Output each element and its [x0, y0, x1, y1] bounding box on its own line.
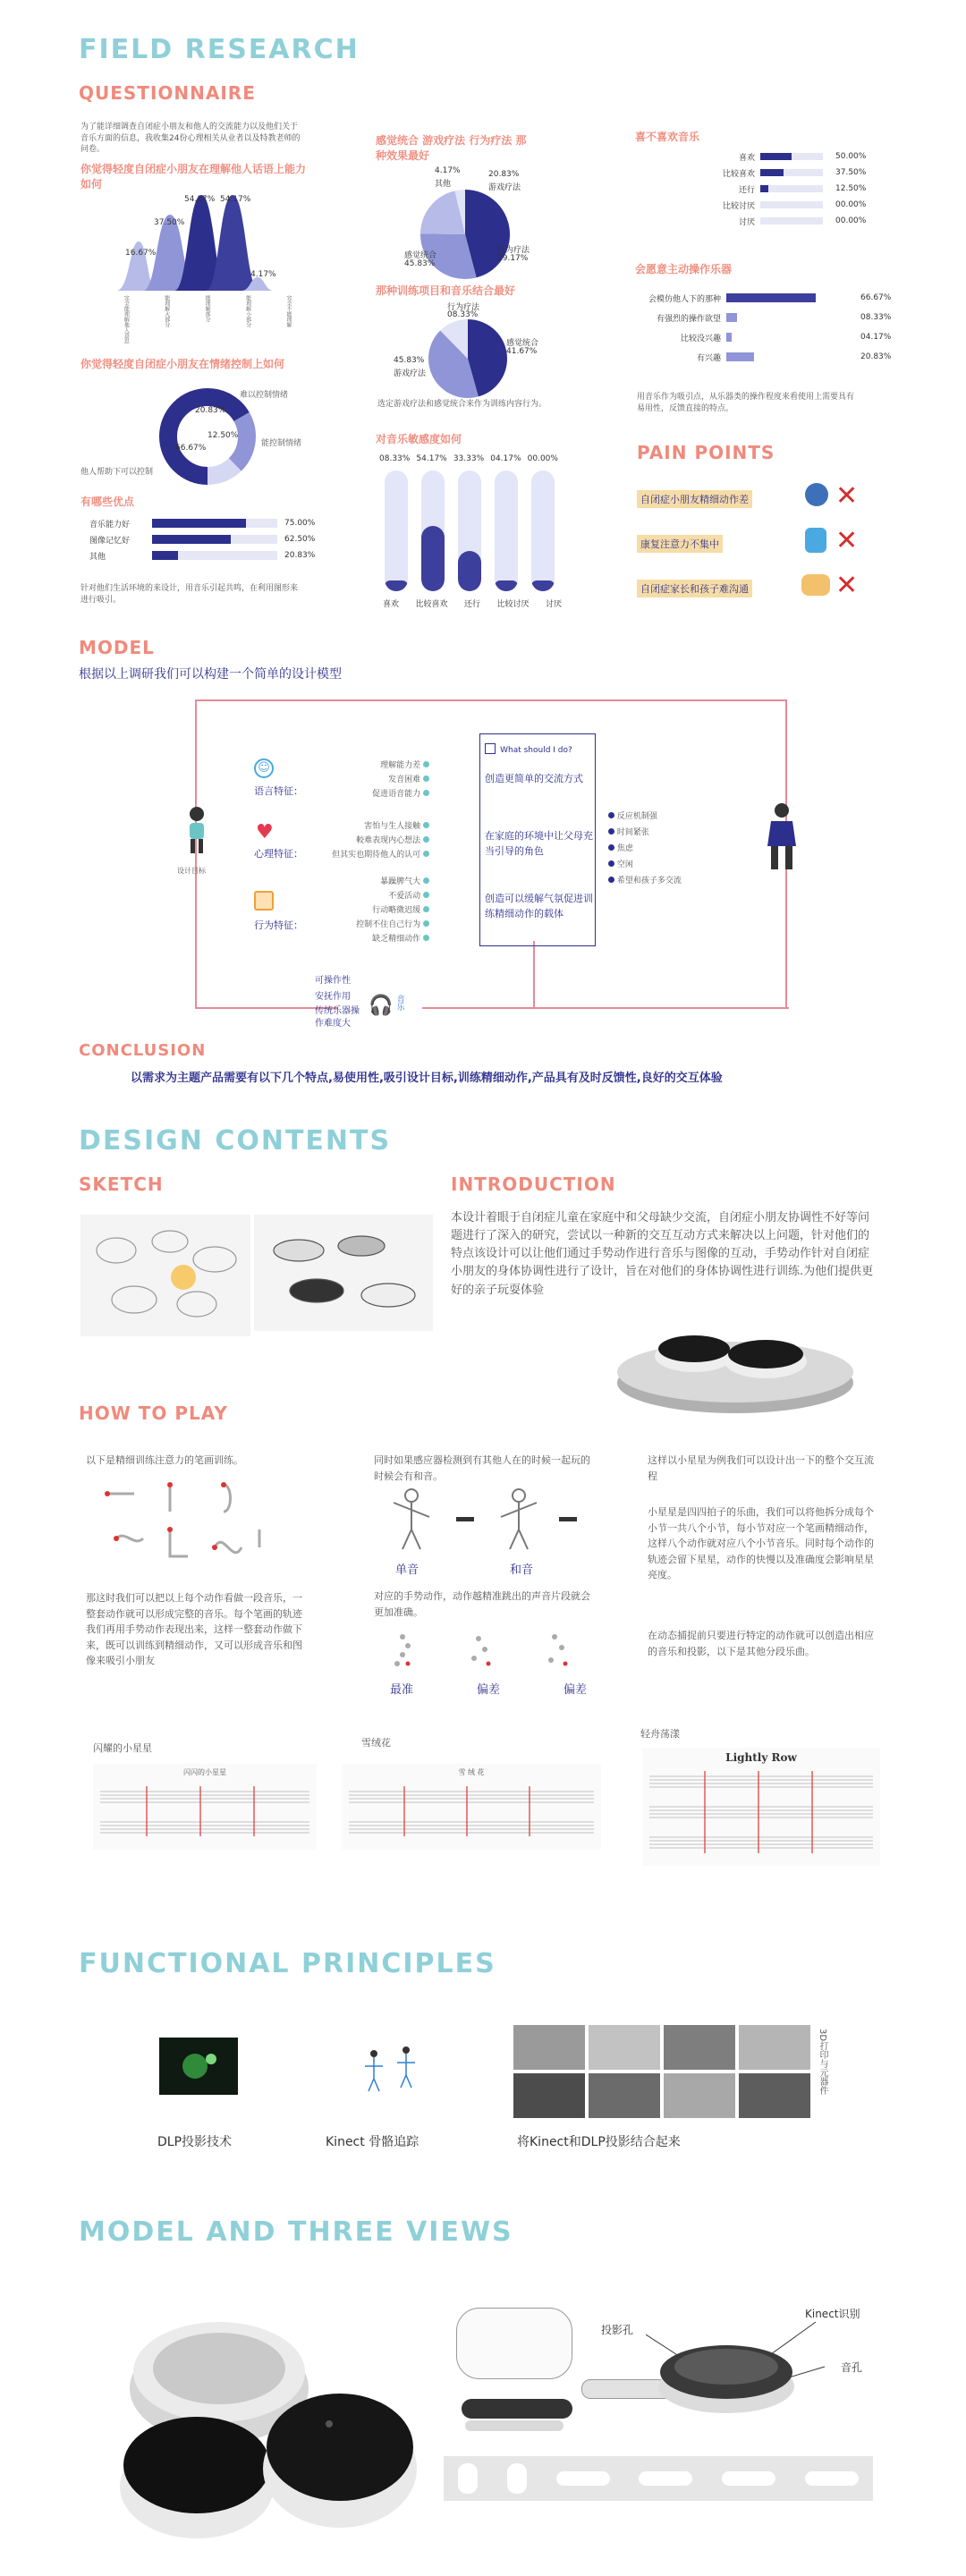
introduction-text: 本设计着眼于自闭症儿童在家庭中和父母缺少交流，自闭症小朋友协调性不好等问题进行了深入的研究，尝试以一种新的交互互动方式来解决以上问题，针对他们的特点该设计可以让他们通过手势动作进行音乐与图像的互动，手势动作针对自闭症小朋友的身体协调性进行了设计，旨在对他们的身体协调性进行训练.为他们提供更好的亲子玩耍体验: [451, 1211, 874, 1297]
q8-row: [626, 308, 914, 327]
song3-sheet: [642, 1748, 880, 1866]
q6-v: 04.17%: [490, 454, 521, 463]
q3-fill: [152, 535, 231, 544]
q2-label-2: 能控制情绪: [261, 439, 302, 448]
parent-item-text: 空闲: [616, 860, 633, 869]
family-icon: [801, 574, 830, 596]
printing-note: 3D打印与元器件: [818, 2029, 827, 2096]
q7-row: [698, 181, 877, 197]
q6-axis-label: 讨厌: [545, 600, 562, 609]
lang-item: [322, 773, 429, 787]
q1-axis-2: 能理解大部分: [163, 295, 170, 327]
parent-item: [608, 857, 682, 873]
q6-v: 54.17%: [416, 454, 447, 463]
q3-row: [89, 547, 331, 564]
q7-bars: [698, 148, 877, 229]
q1-axis-1: 完全能理解他人意思: [123, 295, 130, 343]
q7-fill: [760, 169, 784, 176]
parent-item: [608, 825, 682, 841]
beh-item-text: 暴躁脾气大: [380, 877, 421, 886]
q3-row: [89, 531, 331, 547]
song3-title: 轻舟荡漾: [640, 1728, 680, 1740]
q7-row: [698, 213, 877, 229]
q8-label: 有兴趣: [696, 353, 721, 363]
bullet-dot: [423, 851, 429, 857]
bullet-dot: [423, 892, 429, 898]
center-item-3: 创造可以缓解气氛促进训练精细动作的载体: [485, 893, 593, 920]
q7-track: [760, 217, 823, 225]
label-projection-hole: 投影孔: [601, 2324, 634, 2336]
q3-row-label: 音乐能力好: [89, 520, 131, 530]
how-col3-c: 在动态捕捉前只要进行特定的动作就可以创造出相应的音乐和投影，以下是其他分段乐曲。: [648, 1630, 874, 1657]
q3-row-pct: 75.00%: [284, 519, 316, 528]
parent-item: [608, 841, 682, 857]
bullet-dot: [608, 877, 614, 883]
q1-v3: 54.17%: [184, 195, 216, 204]
q2-v1: 20.83%: [195, 406, 226, 415]
parent-item-text: 时间紧张: [616, 828, 649, 837]
q7-track: [760, 185, 823, 192]
q7-title: 喜不喜欢音乐: [635, 131, 700, 143]
heart-icon: ♥: [256, 821, 274, 843]
func-label-combined: 将Kinect和DLP投影结合起来: [517, 2135, 681, 2149]
q8-pct: 08.33%: [860, 313, 892, 322]
fine-motor-icon: [805, 483, 828, 506]
parent-item: [608, 809, 682, 825]
song1-title: 闪耀的小星星: [93, 1742, 152, 1754]
q6-v: 00.00%: [527, 454, 558, 463]
q4-v-game: 20.83%: [488, 170, 520, 179]
q1-chart: [116, 188, 295, 304]
lang-feature-label: 语言特征：: [254, 785, 303, 797]
field-research-title: FIELD RESEARCH: [79, 34, 360, 65]
q8-row: [626, 347, 914, 367]
parent-item: [608, 873, 682, 889]
bullet-dot: [423, 836, 429, 843]
beh-item-text: 缺乏精细动作: [372, 935, 421, 944]
q1-axis: [122, 295, 292, 343]
attention-icon: [805, 528, 826, 553]
sketch-image-1: [80, 1215, 250, 1336]
q6-v: 08.33%: [379, 454, 411, 463]
model-title: MODEL: [79, 637, 155, 658]
bottom-item: 可操作性: [315, 976, 351, 986]
how-col1-a: 以下是精细训练注意力的笔画训练。: [86, 1454, 243, 1466]
acc-label: 偏差: [563, 1683, 587, 1697]
q7-pct: 12.50%: [835, 184, 867, 193]
photo-tile: [589, 2073, 660, 2118]
q3-title: 有哪些优点: [80, 496, 135, 508]
psy-feature-label: 心理特征：: [254, 848, 303, 860]
song1-sub: 闪闪的小星星: [183, 1768, 226, 1776]
q8-fill: [726, 313, 737, 322]
q6-v: 33.33%: [453, 454, 485, 463]
q6-fill: [458, 551, 481, 591]
cross-icon: ✕: [835, 525, 859, 556]
beh-item-text: 不爱活动: [388, 892, 421, 901]
q7-label: 还行: [738, 185, 755, 195]
q7-row: [698, 148, 877, 165]
song2-sub: 雪 绒 花: [458, 1768, 485, 1776]
view-thumb: [507, 2463, 527, 2494]
bullet-dot: [608, 844, 614, 851]
bullet-dot: [608, 860, 614, 867]
bottom-item: 传统乐器操作难度大: [315, 1006, 360, 1029]
q5-l-behavior: 行为疗法: [447, 303, 480, 312]
prototype-photo-grid: [513, 2025, 814, 2120]
q1-axis-5: 完全不能理解: [284, 295, 292, 327]
psy-item: [295, 848, 429, 862]
q5-note: 选定游戏疗法和感觉统合来作为训练内容行为。: [377, 400, 547, 409]
psy-item: [295, 819, 429, 834]
view-thumb: [722, 2471, 775, 2486]
questionnaire-title: QUESTIONNAIRE: [79, 82, 256, 104]
q4-v-behavior: 29.17%: [497, 254, 529, 263]
model-desc: 根据以上调研我们可以构建一个简单的设计模型: [79, 667, 342, 682]
q2-v2: 12.50%: [208, 431, 239, 440]
chord-label: 和音: [510, 1563, 534, 1577]
psy-item-text: 害怕与生人接触: [364, 822, 421, 831]
q4-v-other: 4.17%: [435, 166, 461, 175]
lang-item-text: 促进语音能力: [372, 790, 421, 799]
lang-item-text: 理解能力差: [380, 761, 421, 770]
music-label: 音乐: [394, 995, 404, 1011]
song3-sub: Lightly Row: [725, 1751, 797, 1764]
q8-fill: [726, 333, 732, 342]
conclusion-title: CONCLUSION: [79, 1041, 207, 1060]
q7-label: 比较讨厌: [722, 201, 755, 211]
q8-note: 用音乐作为吸引点，从乐器类的操作程度来看使用上需要具有易用性，反馈直接的特点。: [637, 393, 855, 413]
q7-fill: [760, 185, 768, 192]
q8-label: 比较没兴趣: [680, 334, 721, 343]
song1-sheet: [93, 1764, 317, 1850]
q3-fill: [152, 551, 178, 560]
smile-icon: ☺: [254, 758, 274, 778]
beh-item: [295, 875, 429, 889]
q3-row: [89, 515, 331, 531]
q3-bars: [89, 515, 331, 564]
q3-fill: [152, 519, 246, 528]
q6-values: [379, 454, 558, 463]
q5-l-sensory: 感觉统合: [506, 339, 539, 348]
acc-label: 偏差: [476, 1683, 500, 1697]
dlp-graphic: [159, 2038, 238, 2095]
bullet-dot: [423, 822, 429, 828]
model-frame-bottom-right: [422, 1007, 789, 1009]
q7-track: [760, 153, 823, 160]
q4-title: 感觉统合 游戏疗法 行为疗法 那种效果最好: [376, 134, 527, 162]
q8-title: 会愿意主动操作乐器: [635, 263, 733, 275]
q1-title: 你觉得轻度自闭症小朋友在理解他人话语上能力如何: [80, 163, 307, 191]
bullet-dot: [423, 877, 429, 884]
q7-pct: 00.00%: [835, 216, 867, 225]
q7-label: 讨厌: [738, 217, 755, 227]
parent-items: [608, 809, 682, 889]
q1-axis-3: 能理解部分: [204, 295, 211, 322]
conclusion-text: 以需求为主题产品需要有以下几个特点,易使用性,吸引设计目标,训练精细动作,产品具有及时反馈性,良好的交互体验: [131, 1072, 723, 1085]
q5-v-game: 45.83%: [394, 356, 425, 365]
q6-bar: [385, 470, 408, 591]
q6-fill: [495, 580, 518, 591]
center-item-2: 在家庭的环境中让父母充当引导的角色: [485, 830, 593, 858]
bottom-items: [315, 973, 363, 1030]
q7-pct: 00.00%: [835, 200, 867, 209]
q2-v3: 66.67%: [175, 444, 207, 453]
photo-tile: [739, 2073, 810, 2118]
song2-title: 雪绒花: [361, 1737, 391, 1749]
q6-bar: [458, 470, 481, 591]
q1-v5: 4.17%: [250, 270, 276, 279]
annotated-product-render: [646, 2322, 825, 2420]
kinect-skeleton-image: [356, 2039, 431, 2097]
bullet-dot: [423, 920, 429, 927]
q8-track: [726, 333, 860, 342]
how-col3-b: 小星星是四四拍子的乐曲，我们可以将他拆分成每个小节一共八个小节，每小节对应一个笔画精细动作，这样八个动作就对应八个小节音乐。同时每个动作的轨迹会留下星星，动作的快慢以及准确度会影响星星亮度。: [648, 1506, 874, 1581]
design-target-label: 设计目标: [177, 867, 206, 875]
product-render: [612, 1309, 859, 1417]
q7-pct: 50.00%: [835, 152, 867, 161]
view-thumb: [639, 2471, 692, 2486]
bottom-item: 安抚作用: [315, 992, 351, 1002]
how-col3-a: 这样以小星星为例我们可以设计出一下的整个交互流程: [648, 1454, 874, 1482]
photo-tile: [664, 2025, 735, 2070]
dlp-image: [159, 2038, 238, 2095]
q3-track: [152, 551, 277, 560]
q6-bars: [385, 470, 555, 591]
psy-item: [295, 834, 429, 848]
lang-feature-items: [322, 758, 429, 801]
q3-note: 针对他们生活环境的来设计，用音乐引起共鸣，在利用图形来进行吸引。: [80, 584, 299, 605]
cross-icon: ✕: [835, 480, 859, 512]
sketch-title: SKETCH: [79, 1174, 164, 1195]
bullet-dot: [423, 775, 429, 782]
q8-pct: 66.67%: [860, 293, 892, 302]
q5-l-game: 游戏疗法: [394, 369, 427, 378]
q2-label-1: 难以控制情绪: [240, 391, 289, 400]
q6-axis-label: 喜欢: [383, 600, 400, 609]
sketch-drawing-1: [80, 1215, 250, 1336]
bullet-dot: [423, 906, 429, 912]
beh-feature-items: [295, 875, 429, 946]
q6-bar: [495, 470, 518, 591]
side-view-drawing: [462, 2399, 572, 2419]
q5-pie: [428, 318, 508, 399]
staff-lines-3: [642, 1764, 880, 1862]
q8-pct: 20.83%: [860, 352, 892, 361]
center-item-1: 创造更简单的交流方式: [485, 773, 583, 784]
bullet-dot: [423, 761, 429, 767]
q8-track: [726, 352, 860, 361]
q7-row: [698, 197, 877, 213]
q3-row-pct: 62.50%: [284, 535, 316, 544]
q3-track: [152, 519, 277, 528]
lang-item-text: 发音困难: [388, 775, 421, 784]
q1-v1: 16.67%: [125, 249, 157, 258]
func-label-dlp: DLP投影技术: [157, 2135, 233, 2149]
label-sound-hole: 音孔: [841, 2361, 863, 2374]
view-thumb: [556, 2471, 610, 2486]
sketch-image-2: [254, 1215, 433, 1331]
lang-item: [322, 758, 429, 773]
lang-item: [322, 787, 429, 801]
q8-row: [626, 327, 914, 347]
q8-track: [726, 293, 860, 302]
q8-pct: 04.17%: [860, 333, 892, 342]
bullet-dot: [608, 828, 614, 835]
question-head: [485, 739, 572, 757]
q8-row: [626, 288, 914, 308]
q3-track: [152, 535, 277, 544]
questionnaire-intro: 为了能详细调查自闭症小朋友和他人的交流能力以及他们关于音乐方面的信息，我收集24份心理相关从业者以及特教老师的问卷。: [80, 123, 301, 155]
accuracy-labels: [390, 1680, 587, 1697]
model-three-views-title: MODEL AND THREE VIEWS: [79, 2216, 513, 2248]
psy-item-text: 較难表现内心想法: [356, 836, 421, 845]
q6-bar: [531, 470, 555, 591]
photo-tile: [664, 2073, 735, 2118]
child-figure-icon: [179, 805, 215, 859]
beh-item: [295, 889, 429, 903]
pain-item-2: 康复注意力不集中: [637, 535, 723, 553]
q5-title: 那种训练项目和音乐结合最好: [376, 284, 516, 297]
q8-fill: [726, 352, 754, 361]
cross-icon: ✕: [835, 570, 859, 601]
q6-fill: [421, 526, 445, 591]
q6-bar: [421, 470, 445, 591]
photo-tile: [589, 2025, 660, 2070]
parent-figure-icon: [757, 801, 807, 873]
q7-pct: 37.50%: [835, 168, 867, 177]
how-to-play-title: HOW TO PLAY: [79, 1402, 228, 1424]
design-contents-title: DESIGN CONTENTS: [79, 1125, 392, 1157]
behavior-icon: [254, 891, 274, 911]
pain-item-1: 自闭症小朋友精细动作差: [637, 490, 752, 508]
question-icon: [485, 743, 496, 754]
photo-tile: [513, 2025, 585, 2070]
q8-label: 有强烈的操作欲望: [656, 314, 721, 324]
q6-axis-label: 比较喜欢: [415, 600, 448, 609]
q6-axis-label: 比较讨厌: [496, 600, 530, 609]
q7-label: 喜欢: [738, 153, 755, 163]
how-col2-a: 同时如果感应器检测到有其他人在的时候一起玩的时候会有和音。: [374, 1454, 590, 1482]
q5-v-behavior: 08.33%: [447, 310, 479, 319]
q6-fill: [531, 580, 555, 591]
hero-product-render: [116, 2290, 420, 2558]
question-text: What should I do?: [500, 746, 572, 755]
q3-row-label: 图像记忆好: [89, 536, 131, 546]
model-frame-stem: [533, 941, 535, 1009]
functional-principles-title: FUNCTIONAL PRINCIPLES: [79, 1948, 496, 1979]
gesture-figures: [376, 1485, 581, 1556]
q8-fill: [726, 293, 816, 302]
bullet-dot: [608, 812, 614, 818]
q5-v-sensory: 41.67%: [506, 347, 538, 356]
q1-axis-4: 能理解小部分: [244, 295, 251, 327]
q7-label: 比较喜欢: [722, 169, 755, 179]
staff-lines-1: [93, 1777, 317, 1849]
staff-lines-2: [342, 1777, 601, 1849]
song2-sheet: [342, 1764, 601, 1850]
func-label-kinect: Kinect 骨骼追踪: [326, 2135, 419, 2149]
stroke-training-diagram: [98, 1476, 277, 1583]
q4-l-behavior: 行为疗法: [497, 246, 530, 255]
pain-points-title: PAIN POINTS: [637, 442, 775, 463]
q7-fill: [760, 153, 792, 160]
parent-item-text: 希望和孩子多交流: [616, 877, 682, 886]
beh-item: [295, 932, 429, 946]
beh-item: [295, 918, 429, 932]
beh-feature-label: 行为特征：: [254, 919, 303, 931]
single-note-label: 单音: [395, 1563, 419, 1577]
beh-item-text: 行动略微迟缓: [372, 906, 421, 915]
q2-title: 你觉得轻度自闭症小朋友在情绪控制上如何: [80, 358, 285, 370]
bullet-dot: [423, 935, 429, 941]
q1-v4: 54.17%: [220, 195, 251, 204]
accuracy-diagram: [385, 1628, 590, 1673]
sketch-drawing-2: [254, 1215, 433, 1331]
q6-title: 对音乐敏感度如何: [376, 433, 462, 445]
headphones-icon: 🎧: [369, 995, 394, 1017]
photo-tile: [739, 2025, 810, 2070]
q8-track: [726, 313, 860, 322]
q2-label-3: 他人帮助下可以控制: [80, 468, 154, 477]
q4-l-game: 游戏疗法: [488, 183, 521, 192]
q6-fill: [385, 580, 408, 591]
how-col1-b: 那这时我们可以把以上每个动作看做一段音乐，一整套动作就可以形成完整的音乐。每个笔画的轨迹我们再用手势动作表现出来，这样一整套动作做下来，既可以训练到精细动作，又可以形成音乐和图像来吸引小朋友: [86, 1592, 302, 1667]
parent-item-text: 反应机制强: [616, 812, 657, 821]
q4-v-sensory: 45.83%: [404, 259, 436, 268]
how-col2-b: 对应的手势动作，动作越精准跳出的声音片段就会更加准确。: [374, 1590, 590, 1618]
acc-label: 最准: [390, 1683, 414, 1697]
side-view-base: [465, 2420, 564, 2431]
pain-item-3: 自闭症家长和孩子难沟通: [637, 580, 752, 597]
label-kinect: Kinect识别: [805, 2308, 860, 2320]
top-view-drawing: [456, 2308, 572, 2379]
q6-axis: [383, 597, 562, 609]
photo-tile: [513, 2073, 585, 2118]
q7-track: [760, 169, 823, 176]
psy-item-text: 但其实也期待他人的认可: [332, 851, 421, 860]
q8-bars: [626, 288, 914, 367]
q3-row-label: 其他: [89, 552, 106, 562]
q1-v2: 37.50%: [154, 218, 185, 227]
introduction-title: INTRODUCTION: [451, 1174, 616, 1195]
view-thumb: [805, 2471, 859, 2486]
beh-item: [295, 903, 429, 918]
view-thumb: [458, 2463, 478, 2494]
q3-row-pct: 20.83%: [284, 551, 316, 560]
q8-label: 会模仿他人下的那种: [648, 294, 721, 304]
views-strip: [444, 2456, 873, 2501]
bullet-dot: [423, 790, 429, 796]
q7-row: [698, 165, 877, 181]
q4-l-other: 其他: [435, 180, 452, 189]
beh-item-text: 控制不住自己行为: [356, 920, 421, 929]
q6-axis-label: 还行: [463, 600, 480, 609]
psy-feature-items: [295, 819, 429, 862]
q7-track: [760, 201, 823, 208]
parent-item-text: 焦虑: [616, 844, 633, 853]
q4-l-sensory: 感觉统合: [404, 251, 437, 260]
